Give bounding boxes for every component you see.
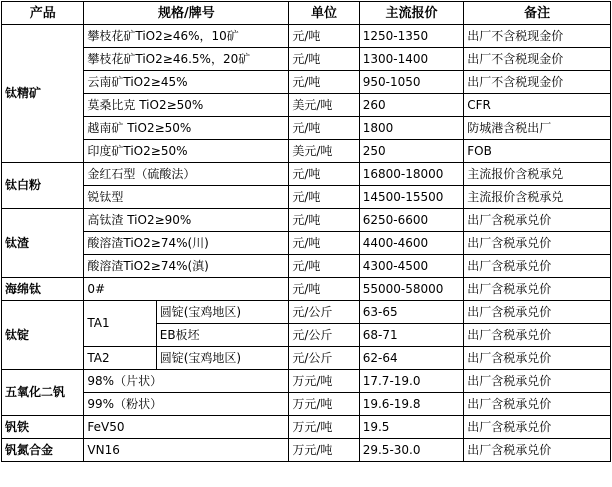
remark-cell: 出厂含税承兑价 bbox=[464, 255, 611, 278]
spec-cell: 99%（粉状） bbox=[84, 393, 289, 416]
price-cell: 1800 bbox=[359, 117, 464, 140]
table-row bbox=[2, 439, 611, 462]
product-cell: 钛精矿 bbox=[2, 25, 84, 163]
unit-cell: 元/公斤 bbox=[289, 301, 359, 324]
price-cell: 16800-18000 bbox=[359, 163, 464, 186]
price-cell: 4400-4600 bbox=[359, 232, 464, 255]
remark-cell: 出厂含税承兑价 bbox=[464, 301, 611, 324]
table-row bbox=[2, 94, 611, 117]
price-cell: 4300-4500 bbox=[359, 255, 464, 278]
price-cell: 1250-1350 bbox=[359, 25, 464, 48]
product-cell: 五氧化二钒 bbox=[2, 370, 84, 416]
unit-cell: 元/公斤 bbox=[289, 347, 359, 370]
price-cell: 62-64 bbox=[359, 347, 464, 370]
remark-cell: 主流报价含税承兑 bbox=[464, 186, 611, 209]
unit-cell: 元/吨 bbox=[289, 186, 359, 209]
table-row bbox=[2, 25, 611, 48]
grade-cell: TA2 bbox=[84, 347, 156, 370]
remark-cell: 出厂含税承兑价 bbox=[464, 347, 611, 370]
table-row bbox=[2, 140, 611, 163]
price-table bbox=[1, 1, 611, 462]
spec-cell: 印度矿TiO2≥50% bbox=[84, 140, 289, 163]
remark-cell: 出厂含税承兑价 bbox=[464, 232, 611, 255]
unit-cell: 元/吨 bbox=[289, 117, 359, 140]
spec-cell: 圆锭(宝鸡地区) bbox=[156, 301, 289, 324]
spec-cell: 圆锭(宝鸡地区) bbox=[156, 347, 289, 370]
unit-cell: 万元/吨 bbox=[289, 370, 359, 393]
table-row bbox=[2, 117, 611, 140]
remark-cell: 出厂含税承兑价 bbox=[464, 324, 611, 347]
remark-cell: 出厂不含税现金价 bbox=[464, 25, 611, 48]
table-row bbox=[2, 209, 611, 232]
remark-cell: CFR bbox=[464, 94, 611, 117]
price-cell: 17.7-19.0 bbox=[359, 370, 464, 393]
unit-cell: 元/吨 bbox=[289, 25, 359, 48]
table-row bbox=[2, 232, 611, 255]
table-row bbox=[2, 301, 611, 324]
table-row bbox=[2, 393, 611, 416]
unit-cell: 元/公斤 bbox=[289, 324, 359, 347]
unit-cell: 元/吨 bbox=[289, 71, 359, 94]
unit-cell: 元/吨 bbox=[289, 163, 359, 186]
unit-cell: 万元/吨 bbox=[289, 439, 359, 462]
unit-cell: 元/吨 bbox=[289, 278, 359, 301]
price-cell: 950-1050 bbox=[359, 71, 464, 94]
unit-cell: 元/吨 bbox=[289, 255, 359, 278]
grade-cell: TA1 bbox=[84, 301, 156, 347]
unit-cell: 万元/吨 bbox=[289, 416, 359, 439]
remark-cell: 出厂含税承兑价 bbox=[464, 416, 611, 439]
remark-cell: 出厂含税承兑价 bbox=[464, 278, 611, 301]
unit-cell: 万元/吨 bbox=[289, 393, 359, 416]
table-row bbox=[2, 71, 611, 94]
unit-cell: 美元/吨 bbox=[289, 140, 359, 163]
remark-cell: 出厂含税承兑价 bbox=[464, 393, 611, 416]
price-cell: 63-65 bbox=[359, 301, 464, 324]
price-cell: 6250-6600 bbox=[359, 209, 464, 232]
price-cell: 19.5 bbox=[359, 416, 464, 439]
header-product: 产品 bbox=[2, 2, 84, 25]
table-row bbox=[2, 48, 611, 71]
spec-cell: FeV50 bbox=[84, 416, 289, 439]
table-row bbox=[2, 186, 611, 209]
remark-cell: 防城港含税出厂 bbox=[464, 117, 611, 140]
spec-cell: 锐钛型 bbox=[84, 186, 289, 209]
spec-cell: 酸溶渣TiO2≥74%(滇) bbox=[84, 255, 289, 278]
unit-cell: 元/吨 bbox=[289, 209, 359, 232]
spec-cell: 酸溶渣TiO2≥74%(川) bbox=[84, 232, 289, 255]
table-header-row bbox=[2, 2, 611, 25]
header-price: 主流报价 bbox=[359, 2, 464, 25]
remark-cell: 出厂不含税现金价 bbox=[464, 71, 611, 94]
table-row bbox=[2, 347, 611, 370]
table-body bbox=[2, 25, 611, 462]
price-cell: 68-71 bbox=[359, 324, 464, 347]
spec-cell: 金红石型（硫酸法） bbox=[84, 163, 289, 186]
price-cell: 55000-58000 bbox=[359, 278, 464, 301]
spec-cell: 云南矿TiO2≥45% bbox=[84, 71, 289, 94]
header-spec: 规格/牌号 bbox=[84, 2, 289, 25]
remark-cell: FOB bbox=[464, 140, 611, 163]
product-cell: 钛锭 bbox=[2, 301, 84, 370]
table-row bbox=[2, 416, 611, 439]
unit-cell: 元/吨 bbox=[289, 232, 359, 255]
header-remark: 备注 bbox=[464, 2, 611, 25]
product-cell: 钒氮合金 bbox=[2, 439, 84, 462]
spec-cell: 攀枝花矿TiO2≥46%，10矿 bbox=[84, 25, 289, 48]
unit-cell: 元/吨 bbox=[289, 48, 359, 71]
spec-cell: 越南矿 TiO2≥50% bbox=[84, 117, 289, 140]
remark-cell: 出厂含税承兑价 bbox=[464, 370, 611, 393]
spec-cell: 莫桑比克 TiO2≥50% bbox=[84, 94, 289, 117]
remark-cell: 出厂含税承兑价 bbox=[464, 209, 611, 232]
remark-cell: 主流报价含税承兑 bbox=[464, 163, 611, 186]
product-cell: 海绵钛 bbox=[2, 278, 84, 301]
price-cell: 29.5-30.0 bbox=[359, 439, 464, 462]
header-unit: 单位 bbox=[289, 2, 359, 25]
price-cell: 19.6-19.8 bbox=[359, 393, 464, 416]
spec-cell: EB板坯 bbox=[156, 324, 289, 347]
spec-cell: 0# bbox=[84, 278, 289, 301]
price-cell: 260 bbox=[359, 94, 464, 117]
product-cell: 钒铁 bbox=[2, 416, 84, 439]
table-row bbox=[2, 163, 611, 186]
price-cell: 250 bbox=[359, 140, 464, 163]
product-cell: 钛白粉 bbox=[2, 163, 84, 209]
remark-cell: 出厂含税承兑价 bbox=[464, 439, 611, 462]
spec-cell: 高钛渣 TiO2≥90% bbox=[84, 209, 289, 232]
product-cell: 钛渣 bbox=[2, 209, 84, 278]
spec-cell: VN16 bbox=[84, 439, 289, 462]
spec-cell: 攀枝花矿TiO2≥46.5%，20矿 bbox=[84, 48, 289, 71]
unit-cell: 美元/吨 bbox=[289, 94, 359, 117]
spec-cell: 98%（片状） bbox=[84, 370, 289, 393]
remark-cell: 出厂不含税现金价 bbox=[464, 48, 611, 71]
table-row bbox=[2, 370, 611, 393]
table-row bbox=[2, 255, 611, 278]
price-cell: 1300-1400 bbox=[359, 48, 464, 71]
table-row bbox=[2, 278, 611, 301]
price-cell: 14500-15500 bbox=[359, 186, 464, 209]
